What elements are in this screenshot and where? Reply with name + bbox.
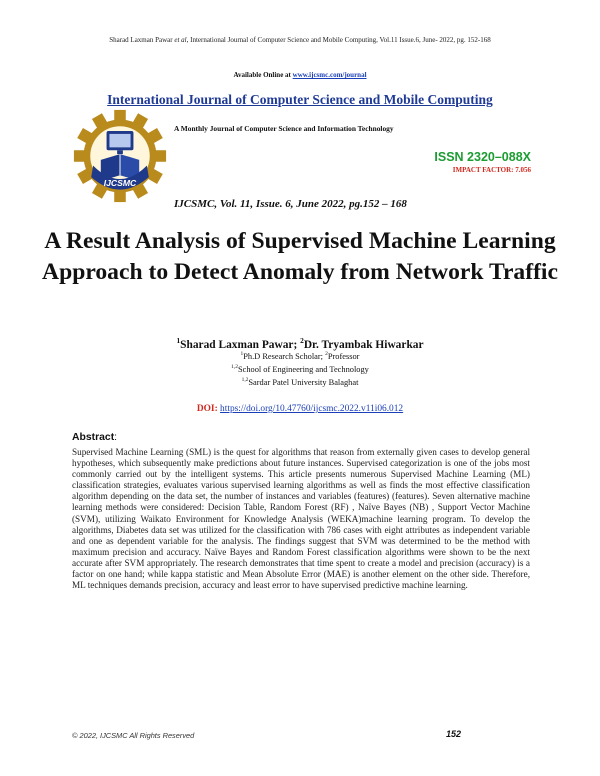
affiliation-sup: 1: [240, 351, 244, 357]
affiliation-sup: 1,2: [241, 377, 249, 383]
abstract-heading-text: Abstract: [72, 432, 115, 443]
impact-factor: IMPACT FACTOR: 7.056: [452, 166, 531, 174]
affiliation-university: [0, 377, 600, 387]
running-head-author: Sharad Laxman Pawar: [109, 36, 173, 44]
issue-citation: IJCSMC, Vol. 11, Issue. 6, June 2022, pg.152 – 168: [174, 198, 407, 210]
author-sup: 2: [300, 336, 304, 345]
ijcsmc-logo: [72, 108, 168, 204]
paper-title: A Result Analysis of Supervised Machine Learning Approach to Detect Anomaly from Network Traffic: [42, 228, 558, 285]
affiliation-sup: 2: [325, 351, 328, 357]
doi-label: DOI:: [196, 404, 221, 414]
author-line: [0, 336, 600, 351]
abstract-heading-colon: :: [114, 432, 118, 443]
logo-text: IJCSMC: [103, 177, 137, 188]
author-name: Dr. Tryambak Hiwarkar: [303, 338, 424, 351]
journal-name[interactable]: International Journal of Computer Science and Mobile Computing: [107, 92, 493, 107]
journal-url-link[interactable]: www.ijcsmc.com/journal: [292, 71, 367, 79]
footer-copyright: © 2022, IJCSMC All Rights Reserved: [72, 731, 195, 740]
availability-prefix: Available Online at: [233, 71, 293, 79]
affiliation-text: Professor: [327, 351, 360, 361]
running-head-rest: , International Journal of Computer Science and Mobile Computing, Vol.11 Issue.6, June- 2022, pg. 152-168: [186, 36, 491, 44]
issn-number: ISSN 2320–088X: [434, 150, 531, 164]
affiliation-text: Sardar Patel University Balaghat: [248, 377, 359, 387]
availability-line: [0, 71, 600, 79]
affiliation-roles: [0, 351, 600, 361]
doi-link[interactable]: https://doi.org/10.47760/ijcsmc.2022.v11i06.012: [220, 404, 404, 414]
running-head-etal: et al: [174, 36, 187, 44]
abstract-heading: [72, 432, 117, 443]
page-number: 152: [446, 729, 462, 739]
affiliation-sup: 1,2: [231, 364, 238, 370]
affiliation-school: [0, 364, 600, 374]
affiliation-text: Ph.D Research Scholar;: [243, 351, 326, 361]
running-header: [0, 36, 600, 44]
affiliation-text: School of Engineering and Technology: [237, 364, 369, 374]
author-sup: 1: [176, 336, 181, 345]
journal-tagline: A Monthly Journal of Computer Science and Information Technology: [174, 124, 394, 133]
doi-line: [0, 404, 600, 414]
author-name: Sharad Laxman Pawar;: [180, 338, 301, 351]
abstract-body: Supervised Machine Learning (SML) is the quest for algorithms that reason from externally given cases to develop general hypotheses, which subsequently make predictions about future instances. Supervised categorization is one of the jobs most commonly carried out by the intelligent systems. This article presents numerous Supervised Machine Learning (ML) classification strategies, evaluates various supervised learning algorithms as well as finds the most effective classification algorithm depending on the data set, the number of instances and variables (features) (features). Seven alternative machine learning methods were considered: Decision Table, Random Forest (RF) , Naïve Bayes (NB) , Support Vector Machine (SVM), utilizing Waikato Environment for Knowledge Analysis (WEKA)machine learning program. To develop the algorithms, Diabetes data set was utilized for the classification with 786 cases with eight attributes as independent variable and one as dependent variable for the analysis. The findings suggest that SVM was determined to be the method with maximum precision and accuracy. Naïve Bayes and Random Forest classification algorithms were shown to be the next accurate after SVM appropriately. The research demonstrates that time spent to create a model and precision (accuracy) is a factor on one hand; while kappa statistic and Mean Absolute Error (MAE) is another element on the other side. Therefore, ML techniques demands precision, accuracy and least error to have supervised predictive machine learning.: [72, 447, 530, 591]
